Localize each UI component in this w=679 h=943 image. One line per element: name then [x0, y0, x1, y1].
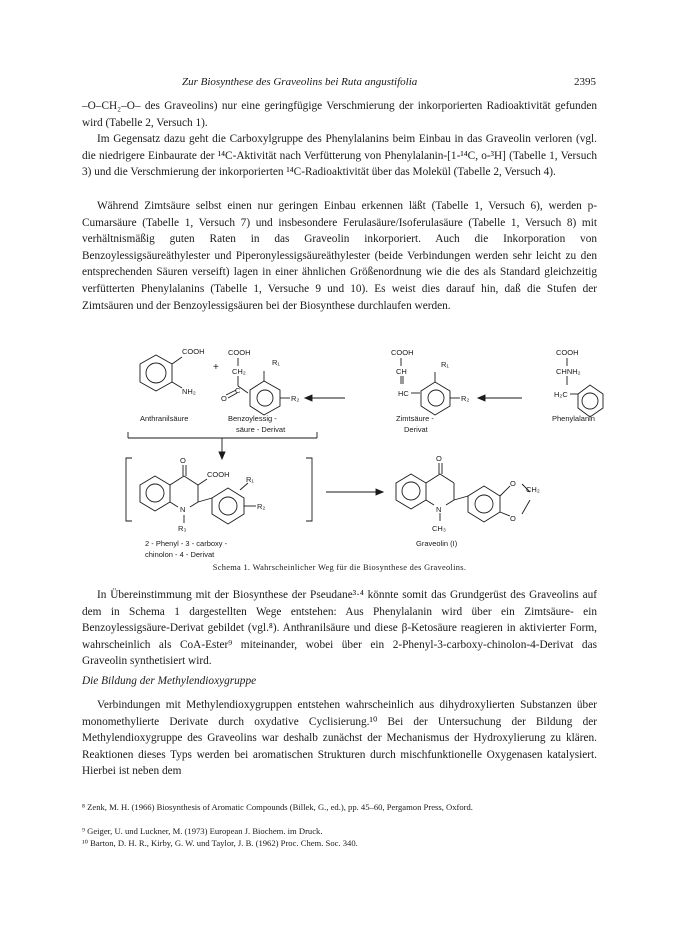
label-phenylalanin: Phenylalanin	[552, 414, 595, 423]
footnote-8: ⁸ Zenk, M. H. (1966) Biosynthesis of Aromatic Compounds (Billek, G., ed.), pp. 45–60, Pergamon Press, Oxford.	[82, 802, 473, 812]
graveolin-n: N	[436, 505, 442, 514]
chinolon-n: N	[180, 505, 186, 514]
paragraph-carboxyl: Im Gegensatz dazu geht die Carboxylgruppe des Phenylalanins beim Einbau in das Graveolin verloren (vgl. die niedrigere Einbaurate der ¹⁴C-Aktivität nach Verfütterung von Phenylalanin-[1-¹⁴C, o-³H] (Tabelle 1, Versuch 3) und die Verschmierung der inkorporierten ¹⁴C-Radioaktivität über das Molekül (Tabelle 2, Versuch 4).	[82, 133, 597, 179]
phe-chnh2: CHNH₂	[556, 367, 581, 376]
footnote-10: ¹⁰ Barton, D. H. R., Kirby, G. W. und Taylor, J. B. (1962) Proc. Chem. Soc. 340.	[82, 838, 358, 848]
footnote-9: ⁹ Geiger, U. und Luckner, M. (1973) European J. Biochem. im Druck.	[82, 826, 323, 836]
benzoyl-ring	[250, 381, 280, 415]
anthranil-cooh: COOH	[182, 347, 205, 356]
chinolon-phenyl-ring	[212, 488, 244, 524]
chinolon-benzo-ring	[140, 476, 170, 511]
label-benzoyl-1: Benzoylessig -	[228, 414, 277, 423]
chinolon-r1: R₁	[246, 475, 254, 484]
label-benzoyl-2: säure - Derivat	[236, 425, 286, 434]
chinolon-o: O	[180, 456, 186, 465]
zimt-r1: R₁	[441, 360, 449, 369]
benzoyl-r1: R₁	[272, 358, 280, 367]
benzoyl-cooh: COOH	[228, 348, 251, 357]
label-chinolon-2: chinolon - 4 - Derivat	[145, 550, 215, 559]
graveolin-benzo-ring	[396, 474, 426, 509]
label-graveolin: Graveolin (I)	[416, 539, 458, 548]
chinolon-cooh: COOH	[207, 470, 230, 479]
running-title: Zur Biosynthese des Graveolins bei Ruta angustifolia	[182, 76, 418, 88]
chinolon-r2: R₂	[257, 502, 266, 511]
scheme-caption: Schema 1. Wahrscheinlicher Weg für die Biosynthese des Graveolins.	[212, 563, 467, 572]
anthranil-ring	[140, 355, 172, 391]
phe-cooh: COOH	[556, 348, 579, 357]
label-anthranilsaeure: Anthranilsäure	[140, 414, 189, 423]
benzoyl-o: O	[221, 394, 227, 403]
phe-h2c: H₂C	[554, 390, 568, 399]
graveolin-ch2: CH₂	[526, 485, 540, 494]
paragraph-uebereinstimmung: In Übereinstimmung mit der Biosynthese der Pseudane³·⁴ könnte somit das Grundgerüst des Graveolins auf dem in Schema 1 dargestellten Wege entstehen: Aus Phenylalanin wird über ein Zimtsäure- ein Benzoylessigsäure-Derivat gebildet (vgl.⁸). Anthranilsäure und diese β-Ketosäure reagieren in aktivierter Form, wahrscheinlich als CoA-Ester⁹ miteinander, wobei über ein 2-Phenyl-3-carboxy-chinolon-4-Derivat das Graveolin synthetisiert wird.	[82, 589, 597, 668]
zimt-ch: CH	[396, 367, 407, 376]
anthranil-nh2: NH₂	[182, 387, 196, 396]
graveolin-o-bottom: O	[510, 514, 516, 523]
benzoyl-c: C	[235, 386, 241, 395]
zimt-r2: R₂	[461, 394, 470, 403]
paragraph-continued: –O–CH₂–O– des Graveolins) nur eine geringfügige Verschmierung der inkorporierten Radioaktivität gefunden wird (Tabelle 2, Versuch 1).	[82, 100, 597, 129]
page-number: 2395	[574, 76, 596, 88]
benzoyl-r2: R₂	[291, 394, 300, 403]
section-heading: Die Bildung der Methylendioxygruppe	[82, 675, 257, 687]
label-zimt-2: Derivat	[404, 425, 428, 434]
chinolon-r3: R₃	[178, 524, 187, 533]
phenylalanin-ring	[578, 385, 603, 417]
label-chinolon-1: 2 - Phenyl - 3 - carboxy -	[145, 539, 228, 548]
label-zimt-1: Zimtsäure -	[396, 414, 434, 423]
paragraph-methylendioxy: Verbindungen mit Methylendioxygruppen entstehen wahrscheinlich aus dihydroxylierten Substanzen über monomethylierte Derivate durch oxydative Cyclisierung.¹⁰ Bei der Untersuchung der Bildung der Methylendioxygruppe des Graveolins war deshalb zunächst der Mechanismus der Hydroxylierung zu klären. Reaktionen dieses Typs werden bei aromatischen Strukturen durch mischfunktionelle Oxygenasen katalysiert. Hierbei ist neben dem	[82, 699, 597, 778]
plus-sign: +	[213, 362, 219, 373]
graveolin-ch3: CH₃	[432, 524, 446, 533]
graveolin-o-top: O	[510, 479, 516, 488]
graveolin-o: O	[436, 454, 442, 463]
benzoyl-ch2: CH₂	[232, 367, 246, 376]
zimt-cooh: COOH	[391, 348, 414, 357]
paragraph-zimtsaeure: Während Zimtsäure selbst einen nur geringen Einbau erkennen läßt (Tabelle 1, Versuch 6), werden p-Cumarsäure (Tabelle 1, Versuch 7) und insbesondere Ferulasäure/Isoferulasäure (Tabelle 1, Versuch 8) mit verhältnismäßig guten Raten in das Graveolin inkorporiert. Auch die Inkorporation von Benzoylessigsäureäthylester und Piperonylessigsäureäthylester (beide Verbindungen werden sehr leicht zu den entsprechenden Säuren verseift) lagen in einer ähnlichen Größenordnung wie die des als Standard gleichzeitig verfütterten Phenylalanins (Tabelle 1, Versuche 9 und 10). Es weist dies darauf hin, daß die Stufen der Zimtsäuren und der Benzoylessigsäuren bei der Biosynthese durchlaufen werden.	[82, 200, 597, 312]
zimt-hc: HC	[398, 389, 409, 398]
graveolin-phenyl-ring	[468, 486, 500, 522]
zimt-ring	[421, 382, 450, 415]
